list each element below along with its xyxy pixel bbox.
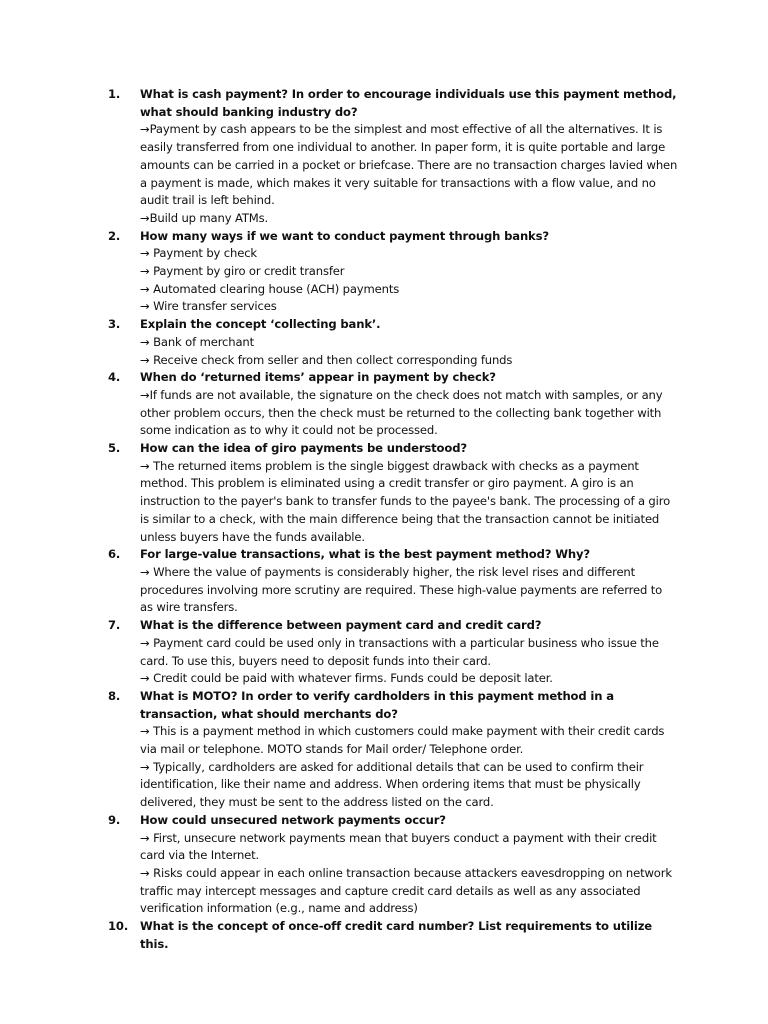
question-item [108, 617, 678, 688]
answer-line: → This is a payment method in which customers could make payment with their credit cards via mail or telephone. MOTO stands for Mail order/ Telephone order. [140, 724, 665, 757]
answer-line: → Where the value of payments is considerably higher, the risk level rises and different procedures involving more scrutiny are required. These high-value payments are referred to as wire transfers. [140, 564, 663, 615]
question-text: How many ways if we want to conduct payment through banks? [140, 228, 549, 243]
question-number: 10. [108, 919, 129, 934]
answer-line: → Typically, cardholders are asked for additional details that can be used to confirm their identification, like their name and address. When ordering items that must be physically delivered, they must be sent to the address listed on the card. [140, 759, 644, 810]
question-number: 3. [108, 317, 121, 332]
question-number: 9. [108, 812, 121, 827]
question-item [108, 440, 678, 546]
question-text: What is the concept of once-off credit card number? List requirements to utilize this. [140, 919, 653, 951]
question-number: 4. [108, 370, 121, 385]
question-number: 1. [108, 87, 121, 101]
question-item [108, 316, 678, 369]
question-number: 6. [108, 547, 121, 562]
answer-line: → Payment by giro or credit transfer [140, 264, 345, 279]
question-text: What is cash payment? In order to encourage individuals use this payment method, what should banking industry do? [140, 87, 677, 119]
question-item [108, 918, 678, 953]
question-text: When do ‘returned items’ appear in payment by check? [140, 370, 496, 385]
question-text: For large-value transactions, what is the best payment method? Why? [140, 547, 590, 562]
question-answer-list [108, 86, 678, 953]
answer-line: → Payment by check [140, 246, 257, 261]
answer-line: →If funds are not available, the signature on the check does not match with samples, or any other problem occurs, then the check must be returned to the collecting bank together with some indication as to why it could not be processed. [140, 387, 663, 438]
question-item [108, 86, 678, 228]
question-number: 8. [108, 688, 121, 703]
question-text: What is MOTO? In order to verify cardholders in this payment method in a transaction, what should merchants do? [140, 688, 614, 721]
question-item [108, 228, 678, 317]
answer-line: → Credit could be paid with whatever firms. Funds could be deposit later. [140, 671, 553, 686]
answer-line: → Risks could appear in each online transaction because attackers eavesdropping on network traffic may intercept messages and capture credit card details as well as any associated verification information (e.g., name and address) [140, 865, 672, 916]
answer-line: → First, unsecure network payments mean that buyers conduct a payment with their credit card via the Internet. [140, 830, 657, 863]
question-number: 5. [108, 441, 121, 456]
answer-line: → The returned items problem is the single biggest drawback with checks as a payment method. This problem is eliminated using a credit transfer or giro payment. A giro is an instruction to the payer's bank to transfer funds to the payee's bank. The processing of a giro is similar to a check, with the main difference being that the transaction cannot be initiated unless buyers have the funds available. [140, 458, 671, 544]
question-item [108, 688, 678, 812]
answer-line: →Build up many ATMs. [140, 210, 269, 225]
answer-line: → Payment card could be used only in transactions with a particular business who issue the card. To use this, buyers need to deposit funds into their card. [140, 635, 659, 668]
question-text: How can the idea of giro payments be understood? [140, 441, 467, 456]
question-item [108, 812, 678, 918]
question-text: What is the difference between payment card and credit card? [140, 618, 542, 633]
question-item [108, 369, 678, 440]
question-number: 2. [108, 228, 121, 243]
question-item [108, 546, 678, 617]
answer-line: → Wire transfer services [140, 299, 277, 314]
answer-line: →Payment by cash appears to be the simplest and most effective of all the alternatives. It is easily transferred from one individual to another. In paper form, it is quite portable and large amounts can be carried in a pocket or briefcase. There are no transaction charges lavied when a payment is made, which makes it very suitable for transactions with a flow value, and no audit trail is left behind. [140, 122, 678, 208]
answer-line: → Receive check from seller and then collect corresponding funds [140, 352, 513, 367]
question-text: Explain the concept ‘collecting bank’. [140, 317, 381, 332]
answer-line: → Automated clearing house (ACH) payments [140, 281, 400, 296]
answer-line: → Bank of merchant [140, 334, 255, 349]
question-text: How could unsecured network payments occur? [140, 812, 446, 827]
question-number: 7. [108, 618, 121, 633]
